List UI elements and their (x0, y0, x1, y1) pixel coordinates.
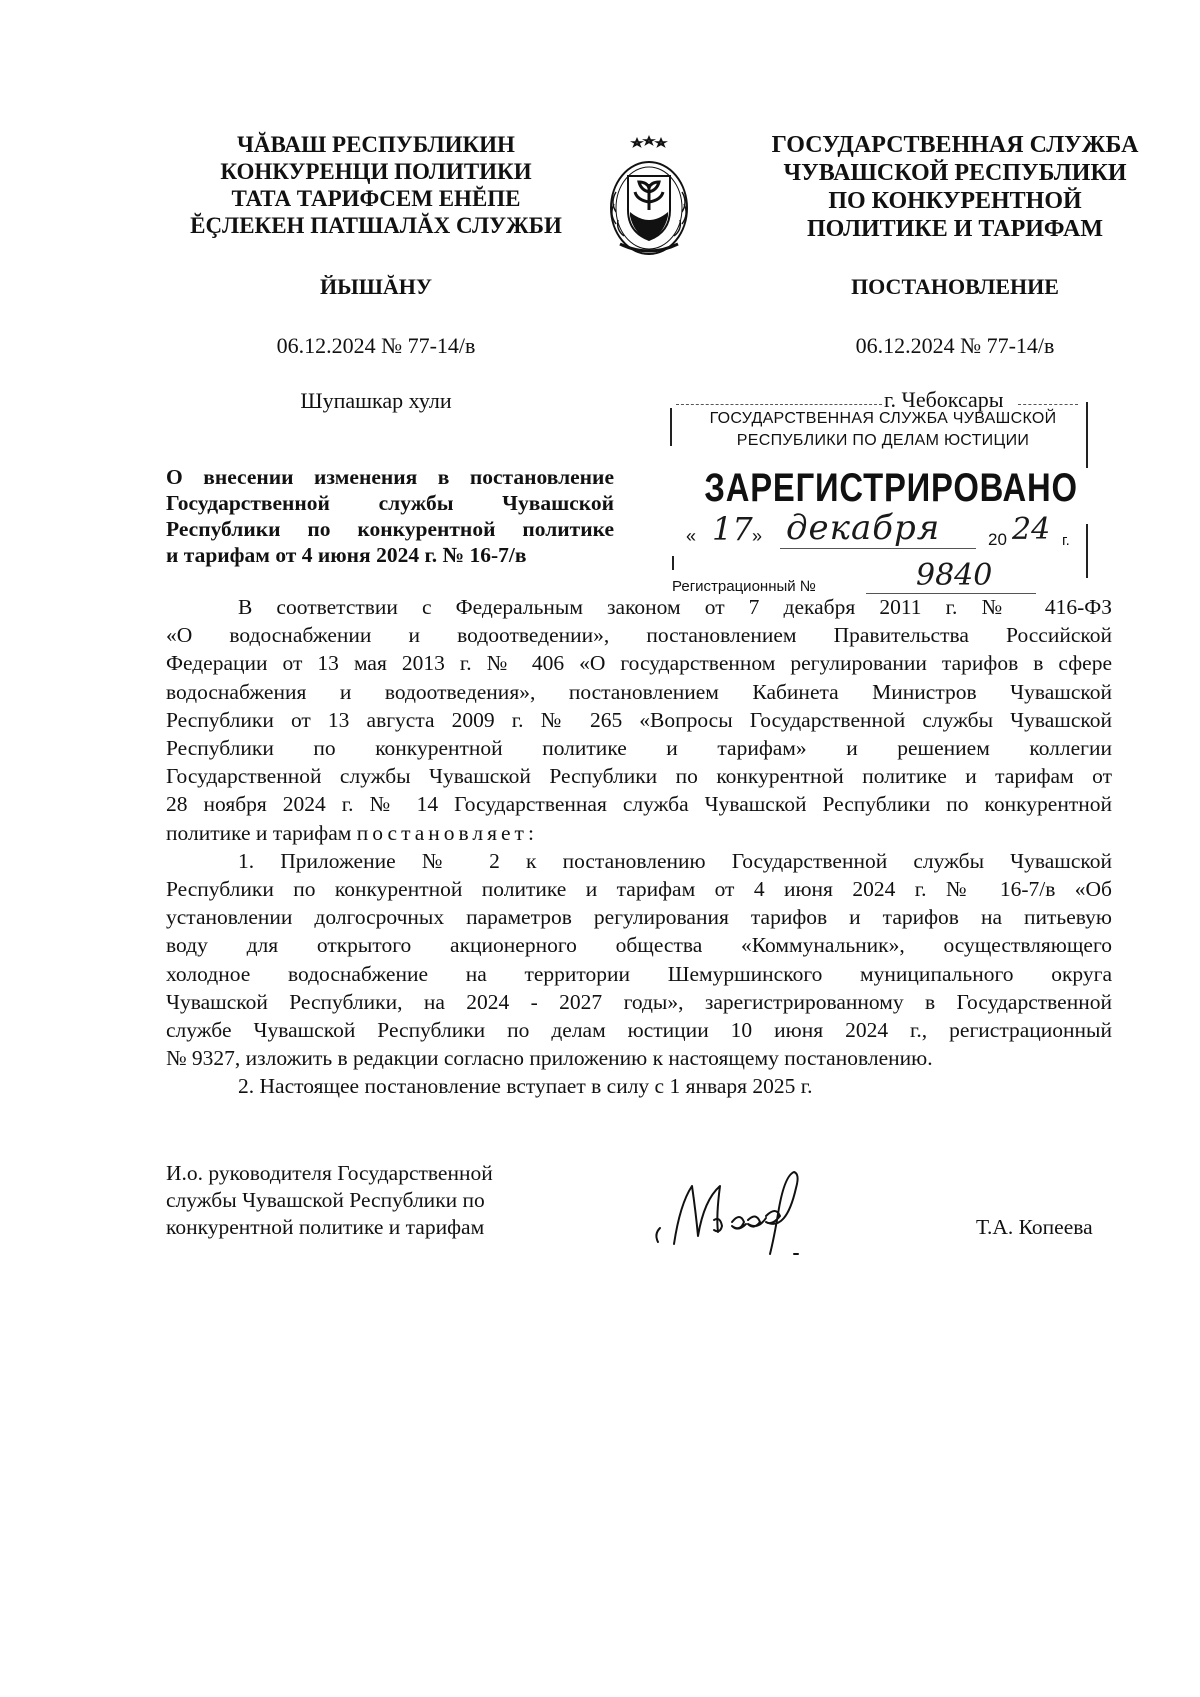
stamp-border-left-top (670, 408, 672, 446)
stamp-quote-open: « (686, 526, 697, 546)
preamble-line: водоснабжения и водоотведения», постановлением Кабинета Министров Чувашской (166, 679, 1112, 704)
item1-line: службе Чувашской Республики по делам юстиции 10 июня 2024 г., регистрационный (166, 1018, 1112, 1043)
doc-type-russian: ПОСТАНОВЛЕНИЕ (851, 274, 1059, 299)
document-body (166, 593, 1112, 1101)
position-line: конкурентной политике и тарифам (166, 1215, 485, 1239)
header-left-line: ĔÇЛЕКЕН ПАТШАЛĂХ СЛУЖБИ (190, 213, 562, 238)
preamble-line: 28 ноября 2024 г. № 14 Государственная служба Чувашской Республики по конкурентной (166, 792, 1112, 817)
stamp-quote-close: » (752, 526, 763, 546)
item1-line: Республики по конкурентной политике и тарифам от 4 июня 2024 г. № 16-7/в «Об (166, 877, 1112, 902)
header-right-line: ПОЛИТИКЕ И ТАРИФАМ (806, 216, 1103, 242)
stamp-year-suffix: 24 (1012, 512, 1051, 547)
position-line: службы Чувашской Республики по (166, 1188, 485, 1212)
stamp-organization (674, 408, 1092, 452)
position-line: И.о. руководителя Государственной (166, 1161, 493, 1185)
preamble-line: Республики по конкурентной политике и тарифам» и решением коллегии (166, 736, 1112, 761)
stamp-day: 17 (712, 510, 753, 548)
header-right-line: ГОСУДАРСТВЕННАЯ СЛУЖБА (771, 132, 1139, 158)
subject-line: и тарифам от 4 июня 2024 г. № 16-7/в (166, 543, 527, 567)
header-left-line: КОНКУРЕНЦИ ПОЛИТИКИ (220, 159, 532, 184)
preamble-last-line (166, 819, 1112, 847)
preamble-line: Федерации от 13 мая 2013 г. № 406 «О государственном регулировании тарифов в сфере (166, 651, 1112, 676)
stamp-year-unit: г. (1062, 532, 1070, 549)
preamble-line: Республики от 13 августа 2009 г. № 265 «Вопросы Государственной службы Чувашской (166, 707, 1112, 732)
signer-name: Т.А. Копеева (976, 1215, 1093, 1239)
header-left-line: ЧĂВАШ РЕСПУБЛИКИН (237, 132, 515, 157)
preamble-line: «О водоснабжении и водоотведении», постановлением Правительства Российской (166, 623, 1112, 648)
item1-line: воду для открытого акционерного общества «Коммунальник», осуществляющего (166, 933, 1112, 958)
item1-line: холодное водоснабжение на территории Шемуршинского муниципального округа (166, 961, 1112, 986)
header-right-block (740, 131, 1170, 243)
subject-line: О внесении изменения в постановление (166, 465, 614, 489)
header-right-line: ЧУВАШСКОЙ РЕСПУБЛИКИ (783, 160, 1127, 186)
header-left-block (166, 131, 586, 239)
place-russian: г. Чебоксары (884, 387, 1004, 412)
subject-line: Республики по конкурентной политике (166, 517, 614, 541)
doc-type-chuvash: ЙЫШĂНУ (319, 274, 433, 299)
item1-line: 1. Приложение № 2 к постановлению Государственной службы Чувашской (238, 848, 1112, 873)
item2-line: 2. Настоящее постановление вступает в силу с 1 января 2025 г. (238, 1074, 813, 1099)
preamble-line: В соответствии с Федеральным законом от 7 декабря 2011 г. № 416-ФЗ (238, 595, 1112, 619)
stamp-month: декабря (786, 508, 941, 548)
stamp-org-line: РЕСПУБЛИКИ ПО ДЕЛАМ ЮСТИЦИИ (736, 432, 1030, 449)
stamp-org-line: ГОСУДАРСТВЕННАЯ СЛУЖБА ЧУВАШСКОЙ (709, 410, 1057, 427)
item1-line: № 9327, изложить в редакции согласно приложению к настоящему постановлению. (166, 1046, 933, 1071)
registration-stamp (666, 396, 1092, 595)
stamp-registered-title: ЗАРЕГИСТРИРОВАНО (704, 466, 1078, 510)
doc-number-right: 06.12.2024 № 77-14/в (855, 333, 1055, 358)
stamp-border-right-bottom (1086, 524, 1088, 578)
stamp-reg-label: Регистрационный № (672, 578, 816, 595)
item1-line: установлении долгосрочных параметров регулирования тарифов и тарифов на питьевую (166, 905, 1112, 930)
decree-word: постановляет: (356, 820, 538, 845)
stamp-border-left-bottom (672, 556, 674, 570)
stamp-reg-number: 9840 (916, 558, 993, 593)
doc-number-left: 06.12.2024 № 77-14/в (276, 333, 476, 358)
handwritten-signature (652, 1162, 852, 1262)
preamble-line: Государственной службы Чувашской Республики по конкурентной политике и тарифам от (166, 764, 1112, 789)
item1-line: Чувашской Республики, на 2024 - 2027 годы», зарегистрированному в Государственной (166, 989, 1112, 1014)
chuvash-coat-of-arms-icon (606, 132, 692, 260)
subject-line: Государственной службы Чувашской (166, 491, 614, 515)
header-right-line: ПО КОНКУРЕНТНОЙ (828, 188, 1082, 214)
preamble-last-text: политике и тарифам (166, 820, 352, 845)
document-subject (166, 464, 614, 568)
place-chuvash: Шупашкар хули (300, 388, 452, 413)
signatory-position (166, 1160, 586, 1241)
header-left-line: ТАТА ТАРИФСЕМ ЕНĔПЕ (231, 186, 521, 211)
stamp-month-underline (780, 548, 976, 549)
stamp-year-prefix: 20 (988, 530, 1007, 549)
